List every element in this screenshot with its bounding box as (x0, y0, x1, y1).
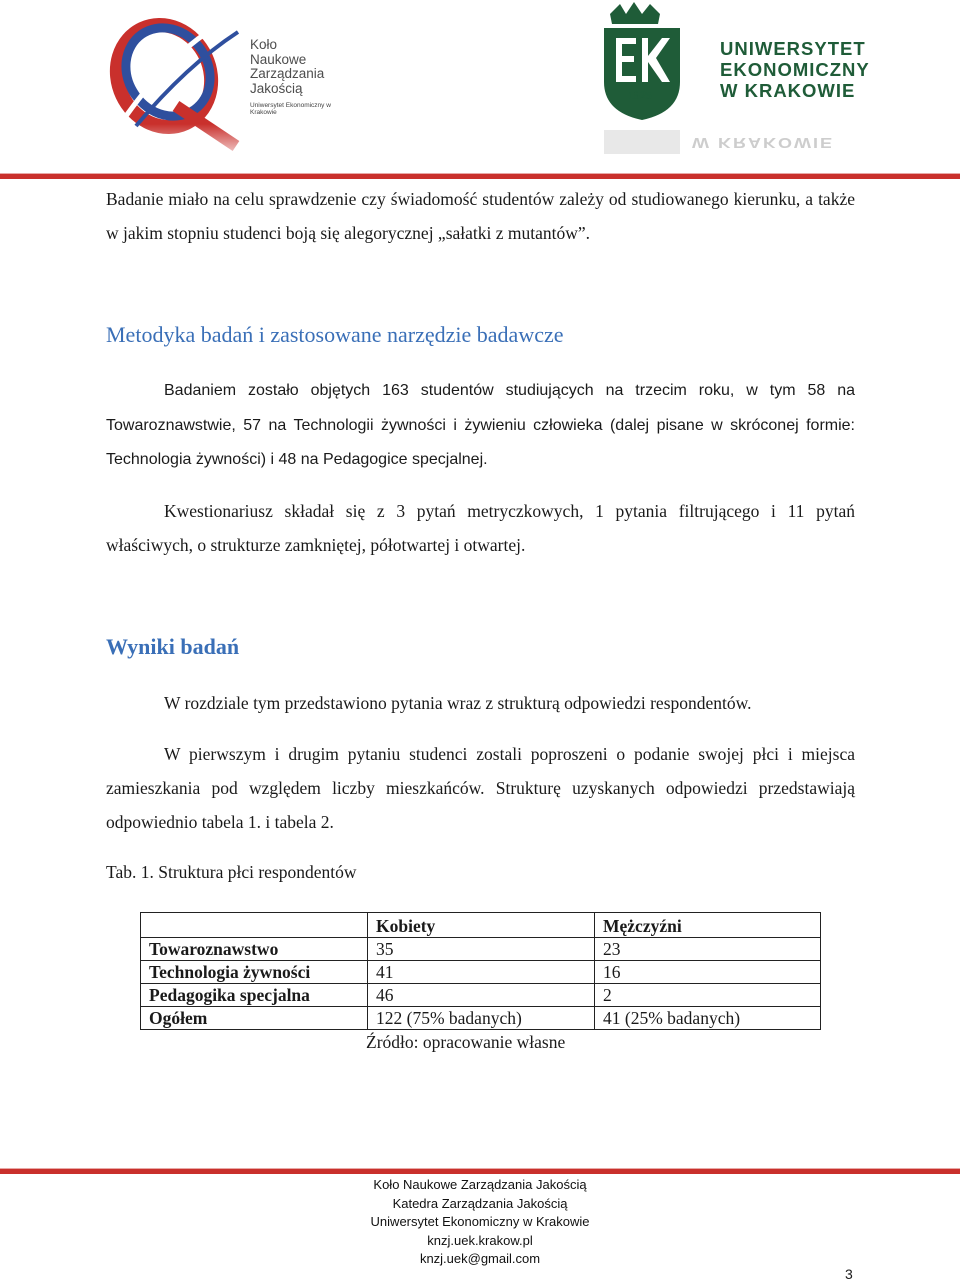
footer-line: Koło Naukowe Zarządzania Jakością (373, 1177, 587, 1192)
uek-logo-line: W KRAKOWIE (720, 80, 856, 101)
knzj-logo (106, 6, 356, 164)
table-cell: 35 (368, 938, 595, 961)
knzj-logo-line: Jakością (250, 80, 303, 96)
table-row (141, 984, 821, 1007)
uek-logo-line: UNIWERSYTET (720, 38, 866, 59)
method-paragraph-2: Kwestionariusz składał się z 3 pytań metryczkowych, 1 pytania filtrującego i 11 pytań właściwych, o strukturze zamkniętej, półotwartej i otwartej. (106, 501, 855, 555)
table-row (141, 938, 821, 961)
knzj-logo-text (250, 38, 324, 96)
table-header-cell (141, 913, 368, 938)
footer-divider (0, 1168, 960, 1174)
table-row-label: Towaroznawstwo (141, 938, 368, 961)
footer-line: Katedra Zarządzania Jakością (392, 1195, 568, 1211)
uek-logo (598, 0, 870, 158)
table-cell: 23 (595, 938, 821, 961)
uek-logo-year: 1925 (628, 88, 652, 102)
uek-logo-text (720, 38, 870, 101)
method-paragraph-1: Badaniem zostało objętych 163 studentów studiujących na trzecim roku, w tym 58 na Towaroznawstwie, 57 na Technologii żywności i żywieniu człowieka (dalej pisane w skróconej formie: Technologia żywności) i 48 na Pedagogice specjalnej. (106, 382, 855, 468)
knzj-logo-line: Naukowe (250, 51, 307, 67)
table-cell: 122 (75% badanych) (368, 1007, 595, 1030)
uek-logo-line: EKONOMICZNY (720, 59, 870, 80)
intro-paragraph: Badanie miało na celu sprawdzenie czy świadomość studentów zależy od studiowanego kierunku, a także w jakim stopniu studenci boją się alegorycznej „sałatki z mutantów”. (106, 189, 855, 243)
page-number: 3 (845, 1266, 853, 1282)
table-row-label: Ogółem (141, 1007, 368, 1030)
table-source: Źródło: opracowanie własne (366, 1032, 566, 1052)
results-heading: Wyniki badań (106, 634, 240, 659)
uek-crest-icon (598, 0, 688, 158)
table-row-label: Pedagogika specjalna (141, 984, 368, 1007)
table-cell: 46 (368, 984, 595, 1007)
table-row (141, 961, 821, 984)
table-caption: Tab. 1. Struktura płci respondentów (106, 862, 357, 882)
table-row-label: Technologia żywności (141, 961, 368, 984)
table-cell: 41 (25% badanych) (595, 1007, 821, 1030)
table-header-cell: Mężczyźni (595, 913, 821, 938)
results-paragraph-1: W rozdziale tym przedstawiono pytania wraz z strukturą odpowiedzi respondentów. (164, 693, 752, 713)
results-paragraph-2: W pierwszym i drugim pytaniu studenci zostali poproszeni o podanie swojej płci i miejsca zamieszkania pod względem liczby mieszkańców. Strukturę uzyskanych odpowiedzi przedstawiają odpowiednio tabela 1. i tabela 2. (106, 744, 855, 832)
page-footer (0, 1176, 960, 1269)
knzj-logo-line: Koło (250, 37, 278, 52)
uek-logo-reflection: W KRAKOWIE (692, 134, 834, 151)
footer-line: Uniwersytet Ekonomiczny w Krakowie (370, 1214, 590, 1229)
header-divider (0, 173, 960, 179)
knzj-logo-line: Zarządzania (250, 66, 325, 81)
gender-structure-table (140, 912, 821, 1030)
footer-link[interactable]: knzj.uek.krakow.pl (427, 1232, 533, 1248)
footer-email[interactable]: knzj.uek@gmail.com (419, 1251, 541, 1266)
table-cell: 2 (595, 984, 821, 1007)
knzj-logo-subtitle: Uniwersytet Ekonomiczny w Krakowie (250, 102, 331, 116)
table-cell: 16 (595, 961, 821, 984)
table-row (141, 1007, 821, 1030)
table-header-row (141, 913, 821, 938)
table-header-cell: Kobiety (368, 913, 595, 938)
table-cell: 41 (368, 961, 595, 984)
method-heading: Metodyka badań i zastosowane narzędzie badawcze (106, 322, 564, 347)
